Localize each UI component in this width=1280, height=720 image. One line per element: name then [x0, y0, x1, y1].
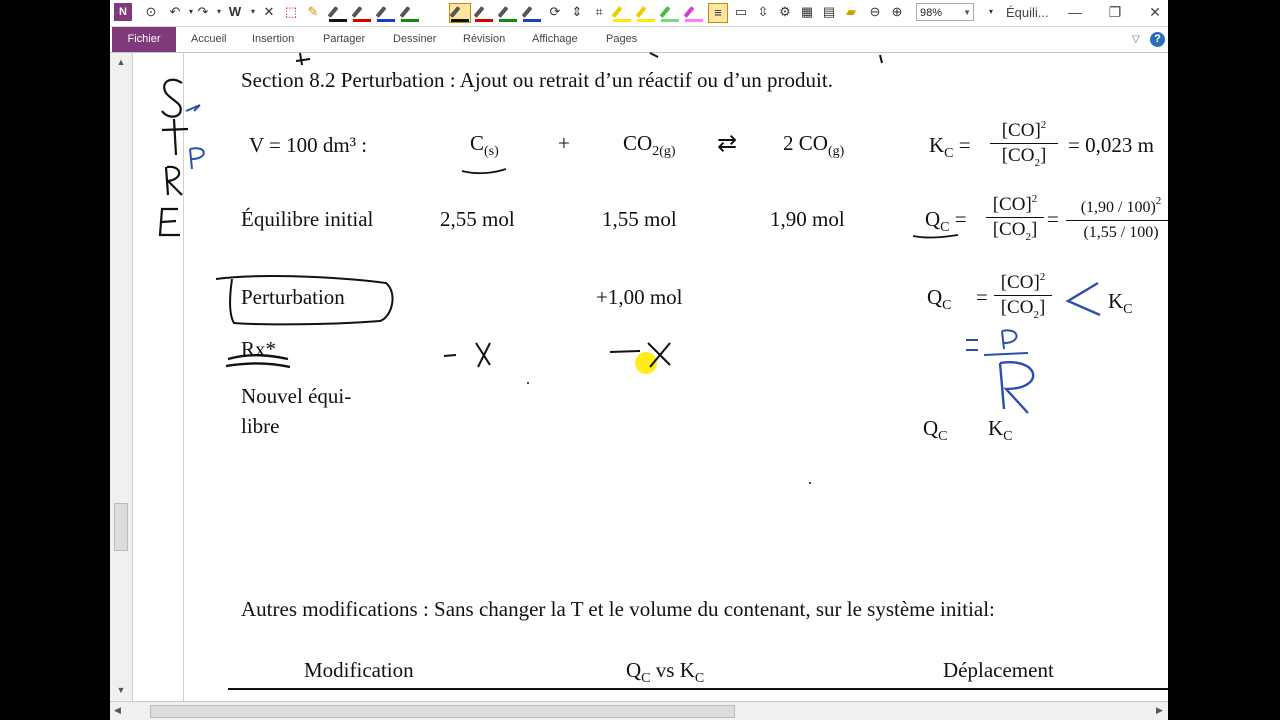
tab-accueil[interactable]: Accueil — [191, 33, 227, 45]
zoom-in-icon[interactable]: ⊕ — [891, 4, 903, 19]
redo-icon[interactable]: ↷ — [197, 4, 209, 19]
rx-underline-ink — [226, 355, 290, 367]
tab-dessiner[interactable]: Dessiner — [393, 33, 437, 45]
horizontal-scroll-thumb[interactable] — [150, 705, 735, 718]
print-icon[interactable]: ▤ — [822, 4, 836, 19]
letter-r-ink — [166, 167, 182, 195]
pen-blue-icon[interactable] — [376, 4, 396, 22]
reactant-carbon: $C_{(s)}$ — [470, 131, 499, 159]
row-new-eq-label-1: Nouvel équi- — [241, 384, 352, 408]
letter-t-ink — [162, 119, 188, 155]
insert-space-icon[interactable]: ⇕ — [571, 4, 583, 19]
margin-letters-ink — [160, 80, 188, 235]
equilibrium-arrow: ⇄ — [717, 131, 738, 157]
row-new-eq-label-2: libre — [241, 414, 280, 438]
tab-revision[interactable]: Révision — [463, 33, 506, 45]
qc-new-label: $Q_C$ — [923, 416, 948, 444]
scroll-up-icon[interactable]: ▲ — [116, 57, 126, 67]
scroll-left-icon[interactable]: ◀ — [114, 705, 121, 715]
pen-red2-icon[interactable] — [474, 4, 494, 22]
row-perturbation-label: Perturbation — [241, 285, 345, 309]
initial-co2: 1,55 mol — [602, 207, 677, 231]
note-icon[interactable]: ▰ — [846, 4, 856, 19]
kc-label: $K_C$ = — [929, 133, 971, 161]
pen-black-icon[interactable] — [328, 4, 348, 22]
perturbation-co2: +1,00 mol — [596, 285, 683, 309]
initial-co: 1,90 mol — [770, 207, 845, 231]
margin-arrow-ink — [186, 105, 200, 111]
row-initial-label: Équilibre initial — [241, 207, 374, 231]
shift-fraction-bar-ink — [984, 353, 1028, 355]
minimize-icon[interactable]: — — [1068, 4, 1082, 20]
horizontal-scrollbar[interactable] — [110, 701, 1168, 720]
letter-e-ink — [160, 209, 180, 235]
highlighter-yellow2-icon[interactable] — [636, 4, 656, 22]
undo-icon[interactable]: ↶ — [169, 4, 181, 19]
highlighter-yellow-icon[interactable] — [612, 4, 632, 22]
kc-pert-label: $K_C$ — [1108, 289, 1133, 317]
expand-icon[interactable]: ⇳ — [757, 4, 769, 19]
pen-blue2-icon[interactable] — [522, 4, 542, 22]
zoom-select[interactable]: 98% ▼ — [916, 3, 974, 21]
section-title: Section 8.2 Perturbation : Ajout ou retrait d’un réactif ou d’un produit. — [241, 68, 833, 92]
scroll-down-icon[interactable]: ▼ — [116, 685, 126, 695]
ribbon-collapse-icon[interactable]: ▽ — [1132, 34, 1140, 45]
header-deplacement: Déplacement — [943, 658, 1054, 682]
ink-layer — [110, 53, 1168, 701]
quick-access-toolbar — [110, 0, 1168, 27]
back-icon[interactable]: ⊙ — [145, 4, 157, 19]
carbon-underline-ink — [462, 169, 506, 173]
product-co: 2 $CO_{(g)}$ — [783, 131, 845, 159]
others-title: Autres modifications : Sans changer la T et le volume du contenant, sur le système initial: — [241, 597, 995, 621]
customize-dropdown-icon[interactable]: ▾ — [988, 7, 993, 16]
page-setup-icon[interactable]: ▭ — [734, 4, 748, 19]
screen-clip-icon[interactable]: ⌗ — [595, 4, 603, 19]
onenote-logo-icon[interactable]: N — [114, 3, 132, 21]
eraser-icon[interactable]: ✎ — [307, 4, 319, 19]
lasso-icon[interactable]: ⟳ — [549, 4, 561, 19]
ink-top-stroke-3 — [880, 55, 882, 63]
tab-pages[interactable]: Pages — [606, 33, 638, 45]
qc-initial-eq2: = — [1047, 207, 1059, 231]
lasso-select-icon[interactable]: ⬚ — [284, 4, 298, 19]
qc-initial-values-fraction: $\frac{(1,90 / 100)^2}{(1,55 / 100)}$ — [1066, 189, 1168, 245]
help-icon[interactable]: ? — [1150, 32, 1165, 47]
word-dropdown-icon[interactable]: ▾ — [250, 7, 255, 16]
word-icon[interactable]: W — [228, 4, 242, 19]
ink-top-stroke-2 — [650, 53, 658, 57]
sync-icon[interactable]: ⚙ — [779, 4, 791, 19]
shift-p-ink — [1002, 330, 1017, 349]
ink-top-stroke-1 — [296, 53, 310, 65]
pen-green2-icon[interactable] — [498, 4, 518, 22]
kc-value: = 0,023 m — [1068, 133, 1154, 157]
scroll-right-icon[interactable]: ▶ — [1156, 705, 1163, 715]
letter-s-ink — [162, 80, 182, 117]
qc-pert-fraction: $\frac{[CO]^2}{[CO_2]}$ — [994, 265, 1052, 327]
text-mode-icon[interactable]: ≡ — [708, 3, 728, 23]
insert-picture-icon[interactable]: ▦ — [800, 4, 814, 19]
tab-insertion[interactable]: Insertion — [252, 33, 295, 45]
note-page[interactable] — [110, 53, 1168, 701]
shift-equals-ink — [966, 340, 978, 350]
kc-fraction: $\frac{[CO]^2}{[CO_2]}$ — [990, 113, 1058, 175]
rx-c-minus-x-ink — [444, 343, 490, 367]
pen-red-icon[interactable] — [352, 4, 372, 22]
pen-selected-icon[interactable] — [450, 4, 470, 22]
qc-underline-ink — [913, 235, 958, 238]
close-icon[interactable]: ✕ — [1149, 4, 1161, 20]
tab-affichage[interactable]: Affichage — [532, 33, 578, 45]
header-qc-vs-kc: $Q_C$ vs $K_C$ — [626, 658, 705, 686]
perturbation-box-ink — [216, 276, 393, 324]
plus-sign: + — [558, 131, 570, 155]
qc-pert-eq: = — [976, 285, 988, 309]
highlighter-green-icon[interactable] — [660, 4, 680, 22]
tab-partager[interactable]: Partager — [323, 33, 366, 45]
compare-less-than-ink — [1068, 283, 1100, 315]
tab-fichier[interactable]: Fichier — [112, 27, 176, 52]
qc-initial-label: $Q_C$ = — [925, 207, 967, 235]
window-title: Équili... — [1006, 5, 1049, 20]
restore-icon[interactable]: ❐ — [1108, 4, 1122, 20]
initial-c: 2,55 mol — [440, 207, 515, 231]
delete-icon[interactable]: ✕ — [263, 4, 275, 19]
qc-pert-label: $Q_C$ — [927, 285, 952, 313]
qc-initial-fraction: $\frac{[CO]^2}{[CO_2]}$ — [986, 187, 1044, 249]
ink-dot-2 — [809, 482, 811, 484]
row-rx-label: Rx* — [241, 337, 277, 361]
volume-label: V = 100 dm³ : — [249, 133, 368, 157]
ink-dot-1 — [527, 382, 529, 384]
redo-dropdown-icon[interactable]: ▾ — [216, 7, 221, 16]
onenote-window — [110, 0, 1168, 720]
ribbon-tabs — [110, 27, 1168, 53]
header-modification: Modification — [304, 658, 414, 682]
undo-dropdown-icon[interactable]: ▾ — [188, 7, 193, 16]
reactant-co2: $CO_{2(g)}$ — [623, 131, 676, 159]
margin-p-ink — [190, 148, 204, 169]
pen-green-icon[interactable] — [400, 4, 420, 22]
highlighter-pink-icon[interactable] — [684, 4, 704, 22]
shift-r-ink — [1000, 362, 1033, 413]
zoom-out-icon[interactable]: ⊖ — [869, 4, 881, 19]
kc-new-label: $K_C$ — [988, 416, 1013, 444]
